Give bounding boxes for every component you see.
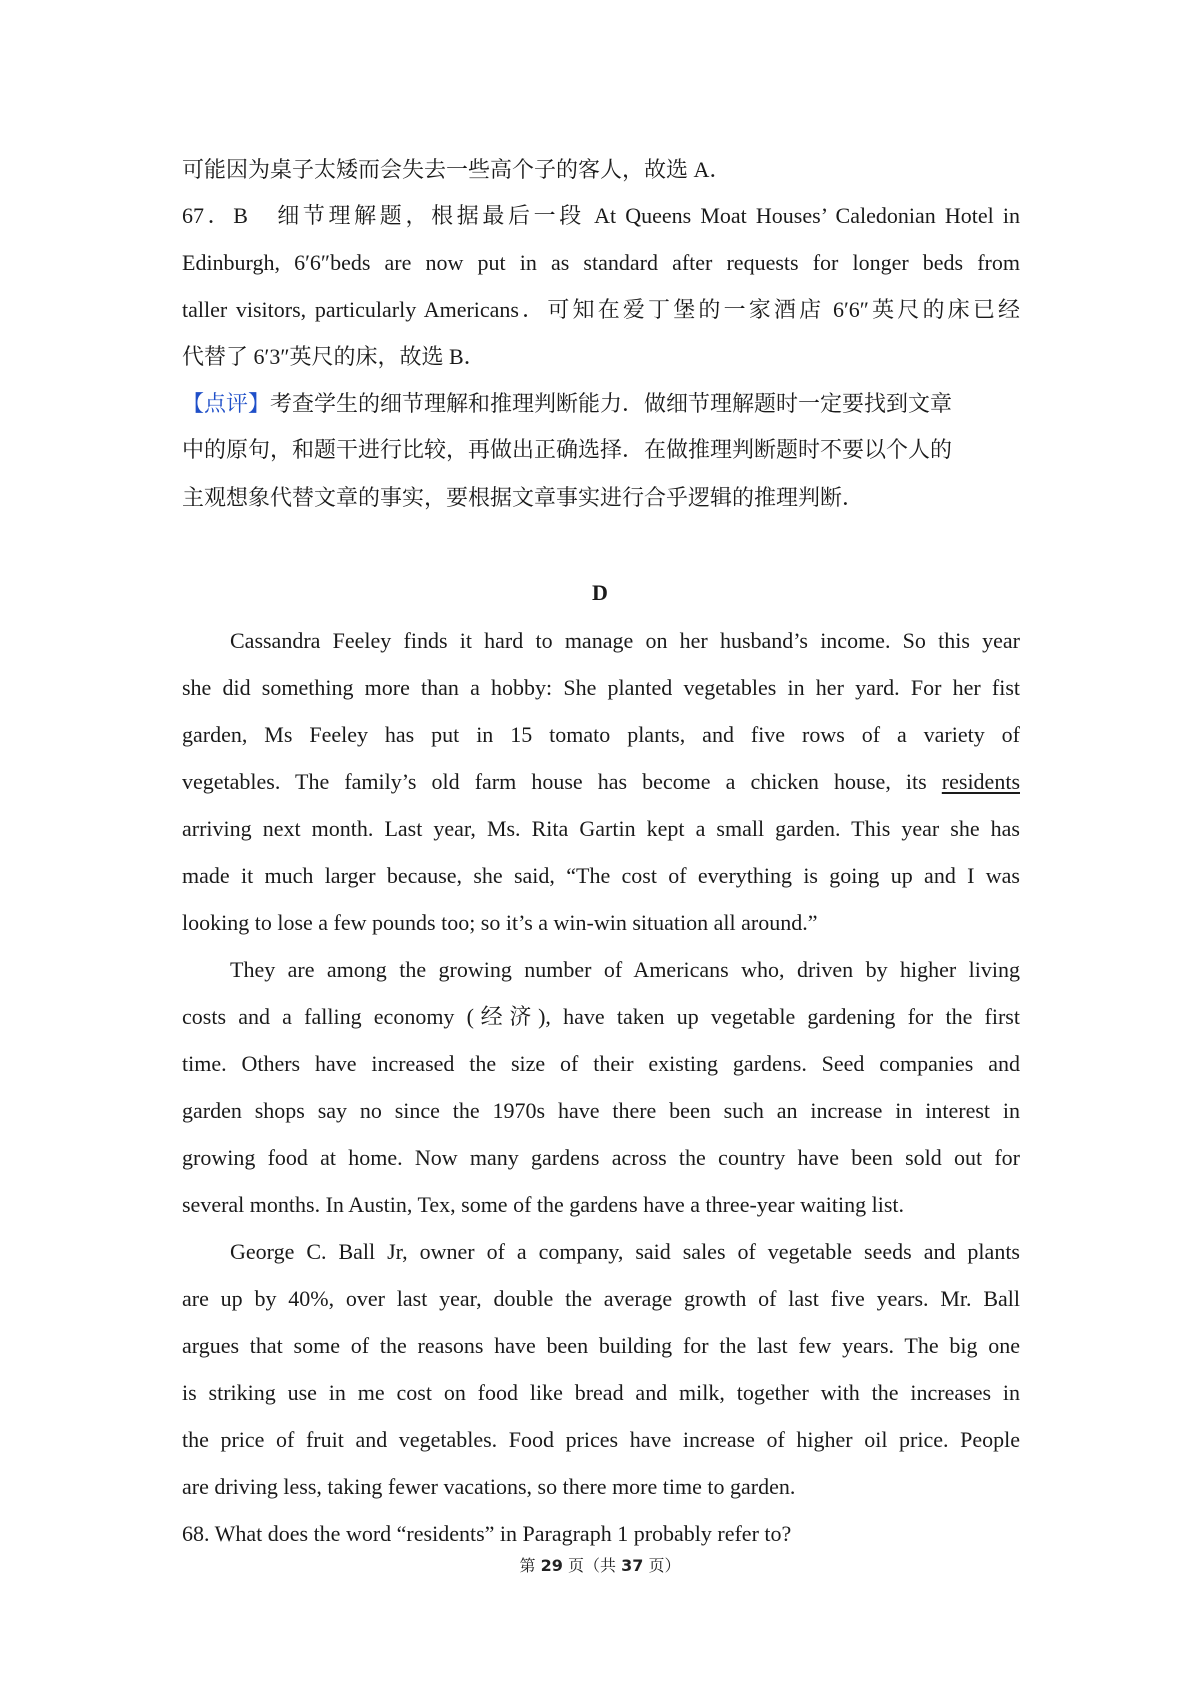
answer-line-3: Edinburgh, 6′6″beds are now put in as standard after requests for longer beds from [182, 250, 1020, 275]
underlined-word-residents: residents [941, 769, 1020, 794]
passage-line: looking to lose a few pounds too; so it’s a win-win situation all around.” [182, 910, 818, 935]
comment-line-3: 主观想象代替文章的事实，要根据文章事实进行合乎逻辑的推理判断． [182, 485, 865, 510]
passage-line: are up by 40%, over last year, double the average growth of last five years. Mr. Ball [182, 1286, 1020, 1311]
passage-line: garden, Ms Feeley has put in 15 tomato plants, and five rows of a variety of [182, 722, 1020, 747]
passage-line: garden shops say no since the 1970s have there been such an increase in interest in [182, 1098, 1020, 1123]
answer-line-5: 代替了 6′3″英尺的床，故选 B． [182, 344, 486, 369]
comment-line-1 [182, 386, 1020, 422]
comment-text: 考查学生的细节理解和推理判断能力．做细节理解题时一定要找到文章 [270, 391, 953, 416]
passage-line [182, 764, 1020, 800]
page-number: 29 [540, 1556, 563, 1575]
passage-line: They are among the growing number of Americans who, driven by higher living [230, 957, 1020, 982]
answer-67-line: 67．B 细节理解题，根据最后一段 At Queens Moat Houses’ Caledonian Hotel in [182, 203, 1020, 228]
passage-line: the price of fruit and vegetables. Food prices have increase of higher oil price. People [182, 1427, 1020, 1452]
answer-line-4: taller visitors, particularly Americans．可知在爱丁堡的一家酒店 6′6″英尺的床已经 [182, 297, 1020, 322]
passage-line: costs and a falling economy (经济), have taken up vegetable gardening for the first [182, 1004, 1020, 1029]
question-68: 68. What does the word “residents” in Paragraph 1 probably refer to? [182, 1521, 792, 1546]
footer-middle: 页（共 [562, 1556, 622, 1575]
passage-line: George C. Ball Jr, owner of a company, said sales of vegetable seeds and plants [230, 1239, 1020, 1264]
passage-line: Cassandra Feeley finds it hard to manage on her husband’s income. So this year [230, 628, 1020, 653]
passage-line: arriving next month. Last year, Ms. Rita Gartin kept a small garden. This year she has [182, 816, 1020, 841]
comment-line-2: 中的原句，和题干进行比较，再做出正确选择．在做推理判断题时不要以个人的 [182, 437, 953, 462]
footer-prefix: 第 [519, 1556, 541, 1575]
passage-text: vegetables. The family’s old farm house has become a chicken house, its [182, 769, 927, 794]
passage-line: she did something more than a hobby: She planted vegetables in her yard. For her fist [182, 675, 1020, 700]
passage-line: time. Others have increased the size of their existing gardens. Seed companies and [182, 1051, 1020, 1076]
answer-line-1: 可能因为桌子太矮而会失去一些高个子的客人，故选 A． [182, 157, 732, 182]
passage-line: argues that some of the reasons have been building for the last few years. The big one [182, 1333, 1020, 1358]
passage-line: are driving less, taking fewer vacations, so there more time to garden. [182, 1474, 796, 1499]
passage-line: made it much larger because, she said, “The cost of everything is going up and I was [182, 863, 1020, 888]
page-footer [0, 1554, 1200, 1578]
comment-tag: 【点评】 [182, 391, 271, 416]
passage-line: is striking use in me cost on food like bread and milk, together with the increases in [182, 1380, 1020, 1405]
passage-line: growing food at home. Now many gardens across the country have been sold out for [182, 1145, 1020, 1170]
page-total: 37 [621, 1556, 644, 1575]
footer-suffix: 页） [643, 1556, 681, 1575]
passage-line: several months. In Austin, Tex, some of the gardens have a three-year waiting list. [182, 1192, 905, 1217]
section-title: D [592, 580, 608, 605]
